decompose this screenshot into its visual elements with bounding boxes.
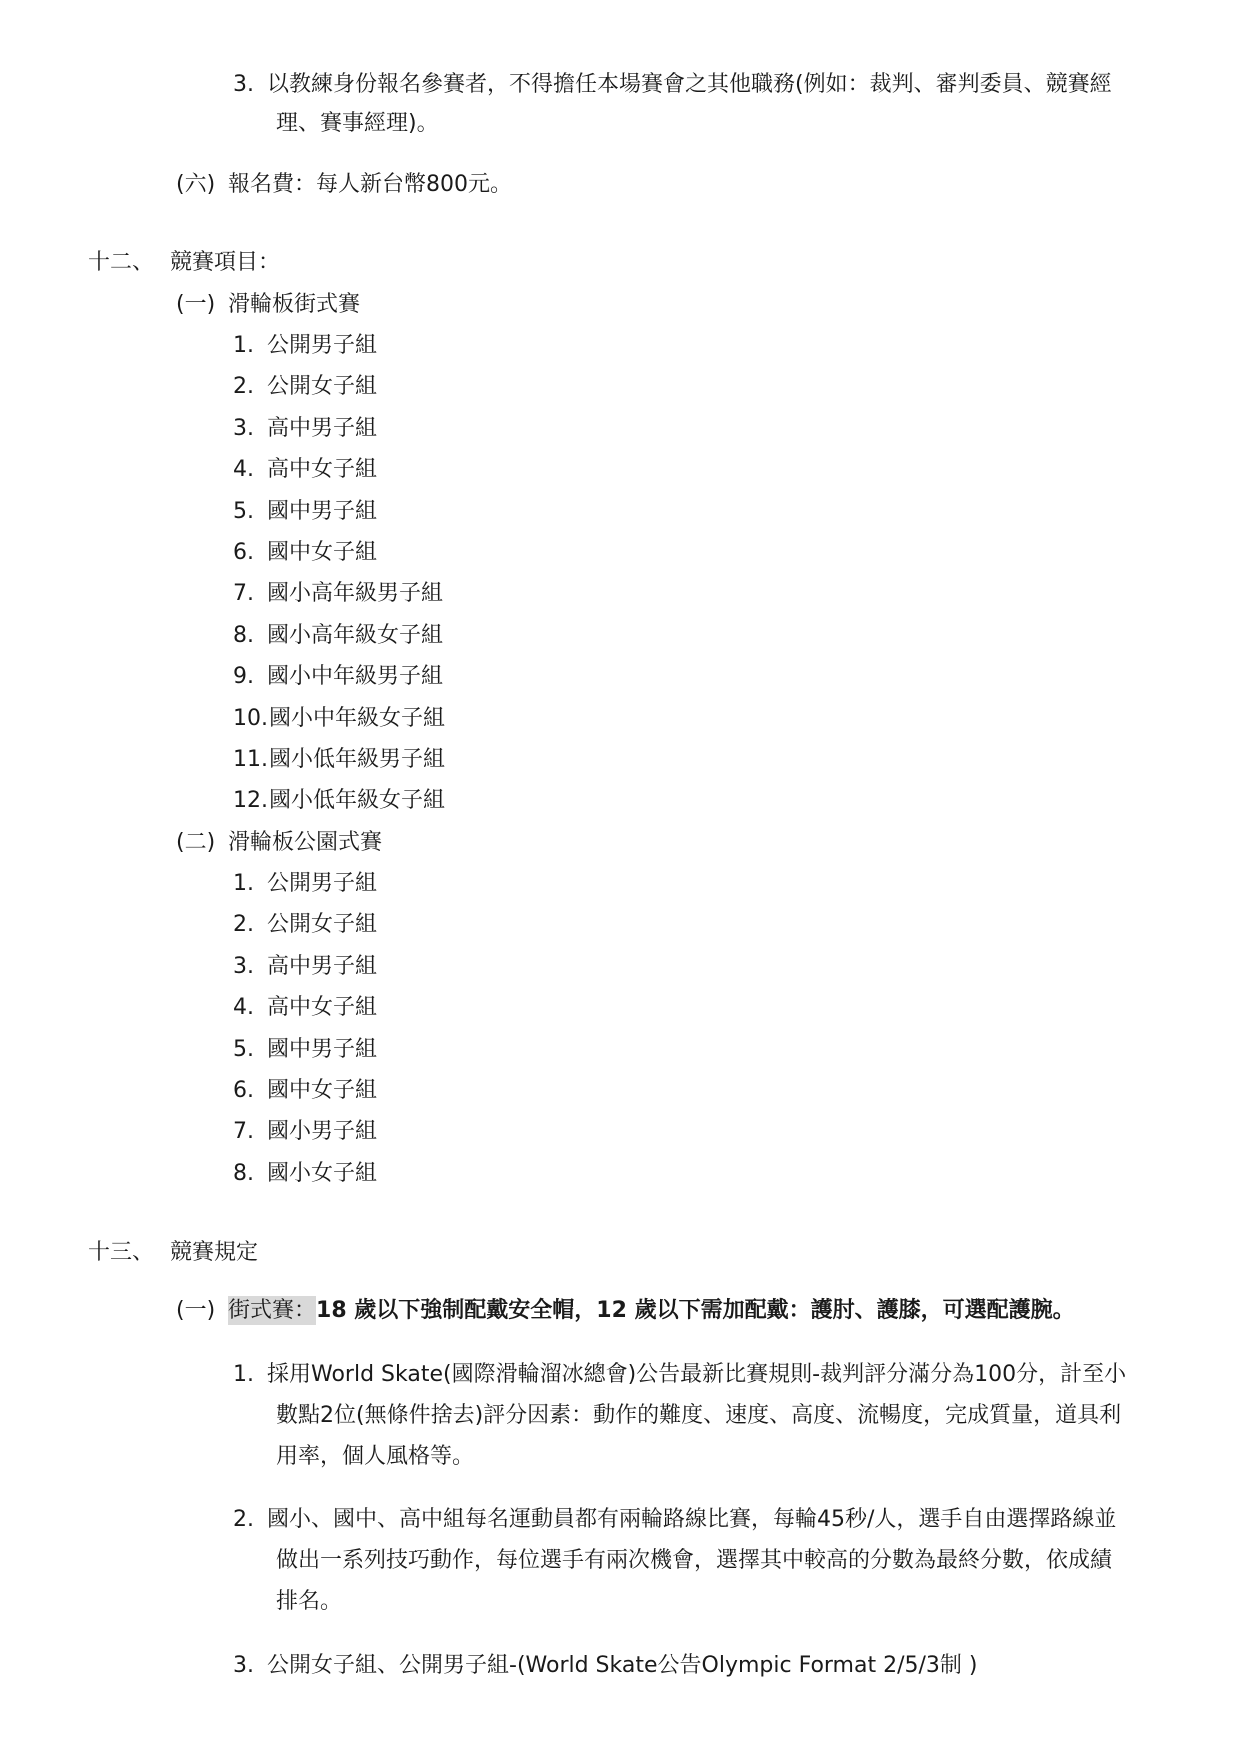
list-item: 國小女子組 bbox=[267, 1160, 378, 1186]
list-item: 國中女子組 bbox=[267, 540, 378, 565]
list-item-number: 8. bbox=[233, 1160, 254, 1186]
rule-line: 做出一系列技巧動作，每位選手有兩次機會，選擇其中較高的分數為最終分數，依成績 bbox=[276, 1548, 1113, 1573]
list-item: 國小高年級男子組 bbox=[267, 581, 444, 607]
list-item-number: 3. bbox=[233, 415, 254, 441]
rule-number: 1. bbox=[233, 1362, 254, 1387]
rule-number: 2. bbox=[233, 1507, 254, 1532]
list-item: 國中男子組 bbox=[267, 498, 378, 524]
list-item: 國小低年級女子組 bbox=[269, 788, 446, 814]
list-item: 高中女子組 bbox=[267, 995, 378, 1021]
list-item: 國中男子組 bbox=[267, 1036, 378, 1062]
list-item-number: 8. bbox=[233, 622, 254, 648]
subsection-number: (六) bbox=[176, 172, 216, 197]
rule-number: 3. bbox=[233, 1653, 254, 1678]
list-item-number: 2. bbox=[233, 912, 254, 938]
section-title: 競賽規定 bbox=[170, 1240, 259, 1265]
list-item: 高中男子組 bbox=[267, 953, 378, 979]
list-item: 高中男子組 bbox=[267, 415, 378, 441]
list-item: 公開女子組 bbox=[267, 912, 378, 938]
rule-line: 用率，個人風格等。 bbox=[276, 1444, 475, 1469]
list-number: 3. bbox=[233, 72, 254, 97]
list-item-number: 7. bbox=[233, 581, 254, 607]
list-item-number: 1. bbox=[233, 333, 254, 358]
list-item: 公開男子組 bbox=[267, 871, 378, 896]
street-label: 街式賽： bbox=[228, 1298, 317, 1323]
list-item: 國小男子組 bbox=[267, 1119, 378, 1145]
list-item-number: 7. bbox=[233, 1119, 254, 1145]
section-number: 十三、 bbox=[88, 1240, 155, 1265]
list-item-number: 3. bbox=[233, 953, 254, 979]
safety-requirement: 18 歲以下強制配戴安全帽，12 歲以下需加配戴：護肘、護膝，可選配護腕。 bbox=[316, 1298, 1075, 1323]
section-title: 競賽項目： bbox=[170, 250, 281, 275]
rule-line: 公開女子組、公開男子組-(World Skate公告Olympic Format 2/5/3制 ) bbox=[267, 1653, 978, 1678]
subsection-title: 滑輪板公園式賽 bbox=[228, 830, 383, 855]
rule-line: 數點2位(無條件捨去)評分因素：動作的難度、速度、高度、流暢度，完成質量，道具利 bbox=[276, 1403, 1122, 1428]
list-item-number: 10. bbox=[233, 705, 268, 731]
list-item: 國小中年級男子組 bbox=[267, 664, 444, 690]
rule-line: 排名。 bbox=[276, 1589, 343, 1614]
subsection-title: 滑輪板街式賽 bbox=[228, 292, 361, 317]
paragraph-line: 以教練身份報名參賽者，不得擔任本場賽會之其他職務(例如：裁判、審判委員、競賽經 bbox=[267, 72, 1112, 97]
list-item-number: 2. bbox=[233, 374, 254, 400]
list-item-number: 12. bbox=[233, 788, 268, 814]
list-item: 國小中年級女子組 bbox=[269, 705, 446, 731]
list-item-number: 11. bbox=[233, 747, 268, 772]
list-item-number: 9. bbox=[233, 664, 254, 690]
fee-text: 報名費：每人新台幣800元。 bbox=[228, 172, 512, 197]
subsection-number: (二) bbox=[176, 830, 216, 855]
paragraph-line: 理、賽事經理)。 bbox=[276, 111, 439, 136]
rule-line: 國小、國中、高中組每名運動員都有兩輪路線比賽，每輪45秒/人，選手自由選擇路線並 bbox=[267, 1507, 1117, 1532]
list-item-number: 5. bbox=[233, 498, 254, 524]
list-item: 國小低年級男子組 bbox=[269, 747, 446, 772]
list-item-number: 1. bbox=[233, 871, 254, 896]
rule-line: 採用World Skate(國際滑輪溜冰總會)公告最新比賽規則-裁判評分滿分為100分，計至小 bbox=[267, 1362, 1127, 1387]
list-item-number: 6. bbox=[233, 1078, 254, 1103]
list-item: 國中女子組 bbox=[267, 1078, 378, 1103]
list-item-number: 4. bbox=[233, 457, 254, 483]
list-item-number: 5. bbox=[233, 1036, 254, 1062]
section-number: 十二、 bbox=[88, 250, 155, 275]
list-item: 高中女子組 bbox=[267, 457, 378, 483]
street-rule-heading bbox=[228, 1296, 1075, 1326]
subsection-number: (一) bbox=[176, 292, 216, 317]
list-item-number: 6. bbox=[233, 540, 254, 565]
list-item: 公開女子組 bbox=[267, 374, 378, 400]
list-item: 國小高年級女子組 bbox=[267, 622, 444, 648]
list-item-number: 4. bbox=[233, 995, 254, 1021]
list-item: 公開男子組 bbox=[267, 333, 378, 358]
subsection-number: (一) bbox=[176, 1298, 216, 1323]
